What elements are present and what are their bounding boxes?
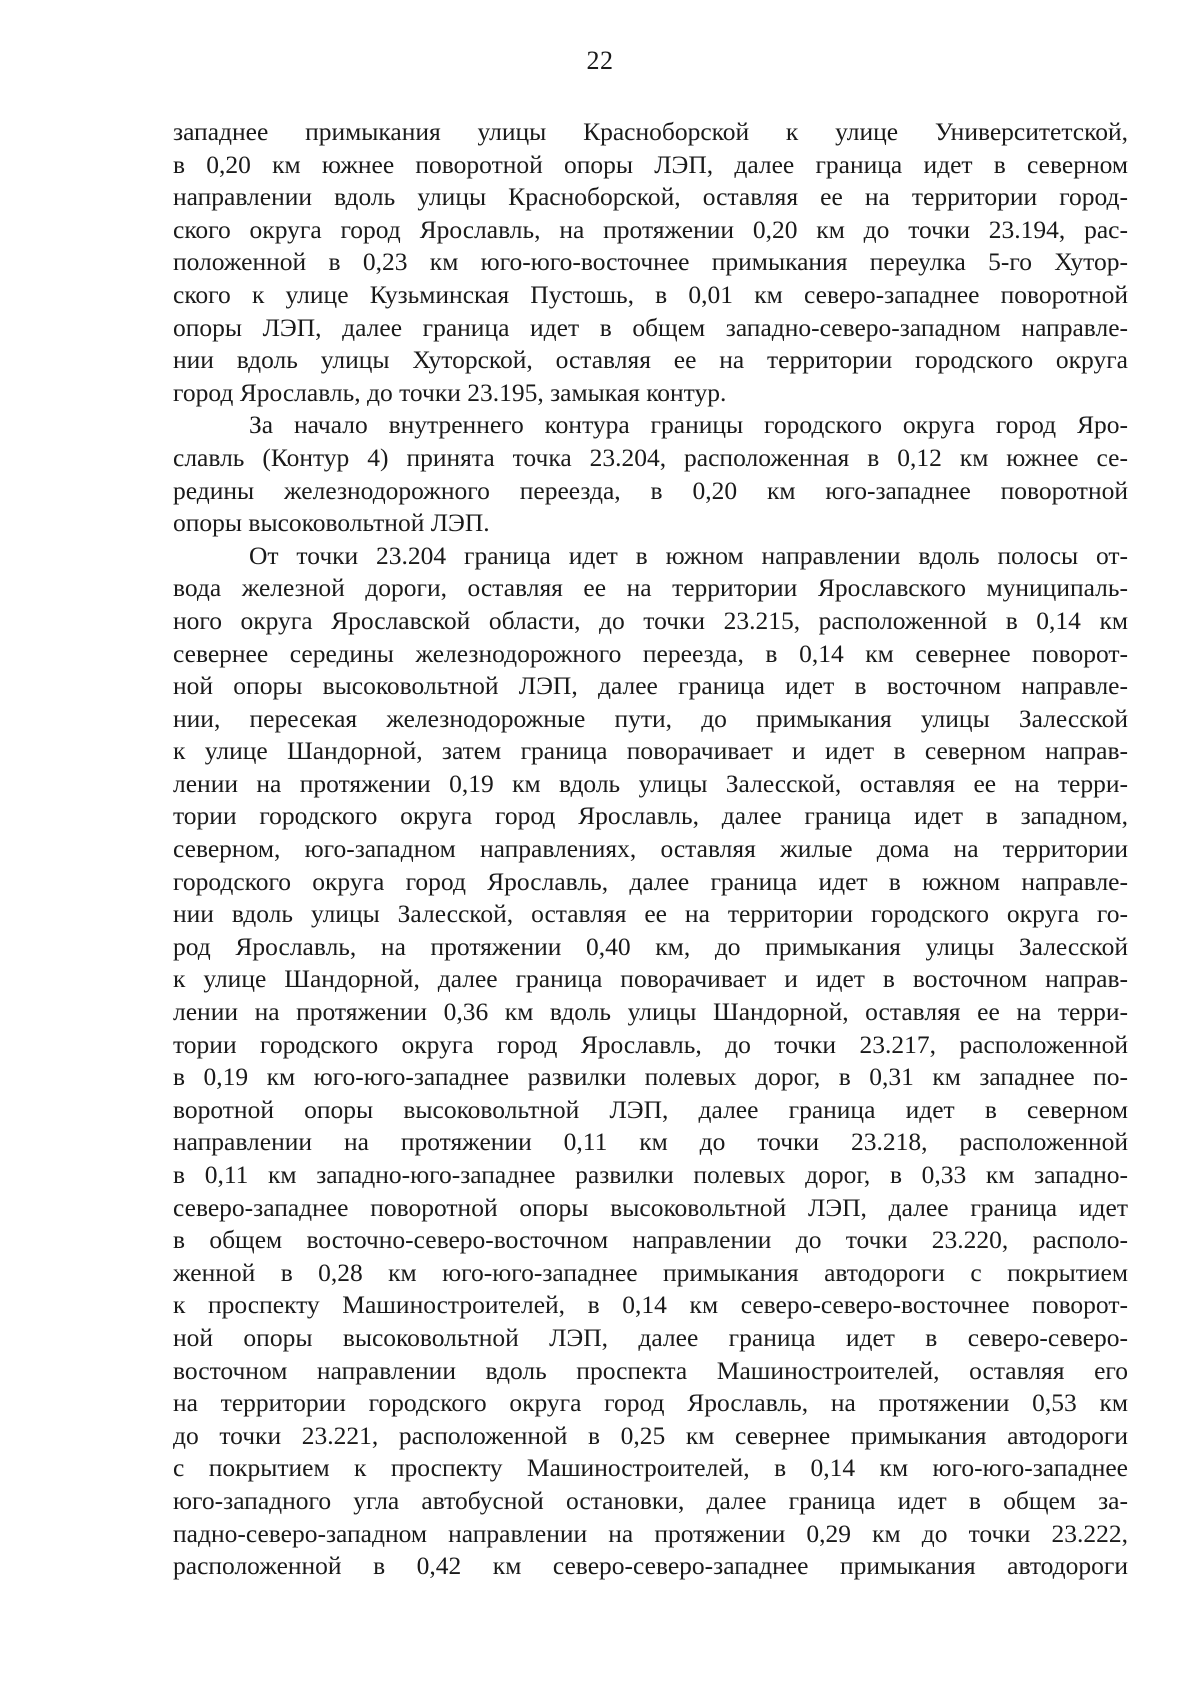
text-line: севернее середины железнодорожного переезда, в 0,14 км севернее поворот-: [173, 638, 1128, 668]
text-line: славль (Контур 4) принята точка 23.204, расположенная в 0,12 км южнее се-: [173, 442, 1128, 472]
text-line: женной в 0,28 км юго-юго-западнее примыкания автодороги с покрытием: [173, 1257, 1128, 1287]
text-line: нии, пересекая железнодорожные пути, до примыкания улицы Залесской: [173, 703, 1128, 733]
text-line: городского округа город Ярославль, далее граница идет в южном направле-: [173, 866, 1128, 896]
text-line: западнее примыкания улицы Красноборской к улице Университетской,: [173, 117, 1128, 146]
text-line: редины железнодорожного переезда, в 0,20 км юго-западнее поворотной: [173, 475, 1128, 505]
text-line: ной опоры высоковольтной ЛЭП, далее граница идет в северо-северо-: [173, 1322, 1128, 1352]
text-line: опоры высоковольтной ЛЭП.: [173, 508, 490, 538]
text-line: нии вдоль улицы Хуторской, оставляя ее на территории городского округа: [173, 345, 1128, 375]
text-line: в 0,20 км южнее поворотной опоры ЛЭП, далее граница идет в северном: [173, 149, 1128, 179]
text-line: лении на протяжении 0,19 км вдоль улицы Залесской, оставляя ее на терри-: [173, 768, 1128, 798]
text-line: ского к улице Кузьминская Пустошь, в 0,01 км северо-западнее поворотной: [173, 279, 1128, 309]
text-line: до точки 23.221, расположенной в 0,25 км севернее примыкания автодороги: [173, 1420, 1128, 1450]
text-line: ского округа город Ярославль, на протяжении 0,20 км до точки 23.194, рас-: [173, 214, 1128, 244]
text-line: тории городского округа город Ярославль, до точки 23.217, расположенной: [173, 1029, 1128, 1059]
text-line: ного округа Ярославской области, до точки 23.215, расположенной в 0,14 км: [173, 605, 1128, 635]
text-line: северном, юго-западном направлениях, оставляя жилые дома на территории: [173, 834, 1128, 864]
text-line: в 0,11 км западно-юго-западнее развилки полевых дорог, в 0,33 км западно-: [173, 1160, 1128, 1189]
text-line: восточном направлении вдоль проспекта Машиностроителей, оставляя его: [173, 1355, 1128, 1385]
text-line: направлении вдоль улицы Красноборской, оставляя ее на территории город-: [173, 182, 1128, 212]
text-line: опоры ЛЭП, далее граница идет в общем западно-северо-западном направле-: [173, 312, 1128, 342]
text-line: в 0,19 км юго-юго-западнее развилки полевых дорог, в 0,31 км западнее по-: [173, 1062, 1128, 1092]
text-line: вода железной дороги, оставляя ее на территории Ярославского муниципаль-: [173, 573, 1128, 603]
text-line: к улице Шандорной, далее граница поворачивает и идет в восточном направ-: [173, 964, 1128, 994]
text-line: род Ярославль, на протяжении 0,40 км, до примыкания улицы Залесской: [173, 931, 1128, 961]
page-number: 22: [586, 46, 614, 75]
text-line: город Ярославль, до точки 23.195, замыкая контур.: [173, 377, 727, 407]
text-line: падно-северо-западном направлении на протяжении 0,29 км до точки 23.222,: [173, 1518, 1128, 1548]
text-line: северо-западнее поворотной опоры высоковольтной ЛЭП, далее граница идет: [173, 1192, 1128, 1222]
text-line: направлении на протяжении 0,11 км до точки 23.218, расположенной: [173, 1127, 1128, 1157]
text-line: юго-западного угла автобусной остановки, далее граница идет в общем за-: [173, 1485, 1128, 1515]
text-line: За начало внутреннего контура границы городского округа город Яро-: [249, 410, 1128, 440]
text-line: с покрытием к проспекту Машиностроителей, в 0,14 км юго-юго-западнее: [173, 1453, 1128, 1483]
text-line: в общем восточно-северо-восточном направлении до точки 23.220, располо-: [173, 1225, 1128, 1255]
text-line: расположенной в 0,42 км северо-северо-западнее примыкания автодороги: [173, 1551, 1128, 1581]
text-line: к улице Шандорной, затем граница поворачивает и идет в северном направ-: [173, 736, 1128, 766]
text-line: положенной в 0,23 км юго-юго-восточнее примыкания переулка 5-го Хутор-: [173, 247, 1128, 277]
text-line: тории городского округа город Ярославль, далее граница идет в западном,: [173, 801, 1128, 831]
text-line: на территории городского округа город Ярославль, на протяжении 0,53 км: [173, 1388, 1128, 1418]
body-text: [173, 116, 1128, 1583]
text-line: воротной опоры высоковольтной ЛЭП, далее граница идет в северном: [173, 1094, 1128, 1124]
text-line: лении на протяжении 0,36 км вдоль улицы Шандорной, оставляя ее на терри-: [173, 997, 1128, 1027]
text-line: ной опоры высоковольтной ЛЭП, далее граница идет в восточном направле-: [173, 671, 1128, 701]
text-line: к проспекту Машиностроителей, в 0,14 км северо-северо-восточнее поворот-: [173, 1290, 1128, 1320]
text-line: От точки 23.204 граница идет в южном направлении вдоль полосы от-: [249, 540, 1128, 570]
text-line: нии вдоль улицы Залесской, оставляя ее на территории городского округа го-: [173, 899, 1128, 929]
